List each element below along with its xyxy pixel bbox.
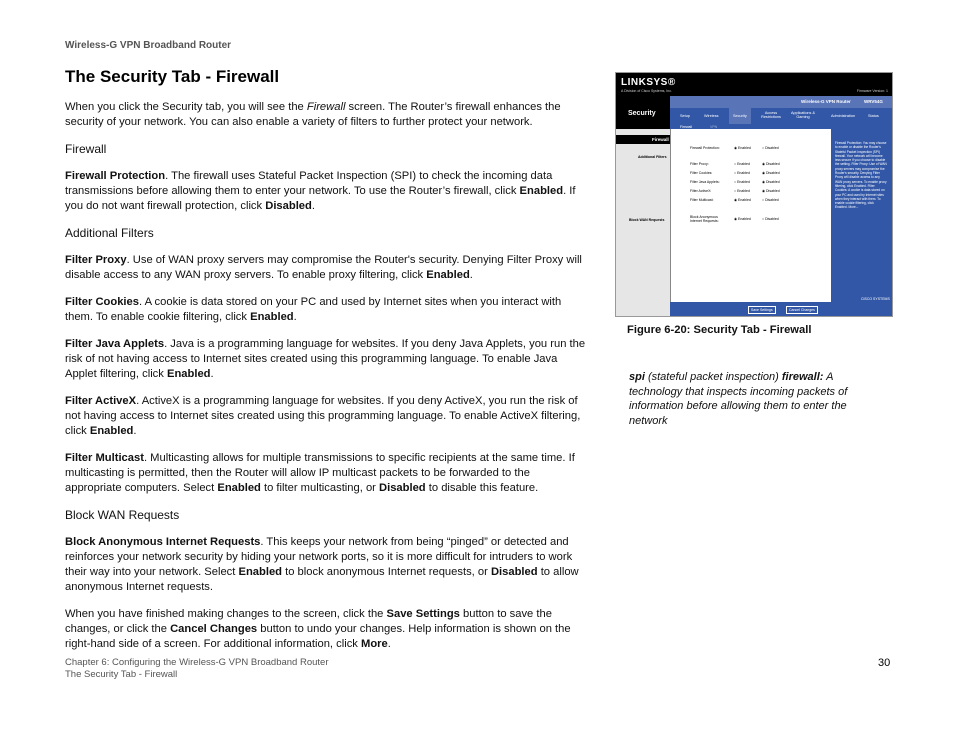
radio-enabled[interactable]: ◉ Enabled xyxy=(734,146,751,150)
filter-java-paragraph: Filter Java Applets. Java is a programming language for websites. If you deny Java Applets, you run the risk of not having access to Internet sites created using this programming language. To enable Java Applet filtering, click Enabled. xyxy=(65,338,586,380)
cancel-changes-button[interactable]: Cancel Changes xyxy=(786,306,818,314)
filter-activex-paragraph: Filter ActiveX. ActiveX is a programming language for websites. If you deny ActiveX, you run the risk of not having access to Internet sites created using this programming language. To enable ActiveX filtering, click Enabled. xyxy=(65,395,581,437)
tab-setup[interactable]: Setup xyxy=(680,114,690,118)
tab-applications-gaming[interactable]: Applications & Gaming xyxy=(790,111,816,119)
logo-subtitle: A Division of Cisco Systems, Inc. xyxy=(621,89,672,93)
radio-disabled[interactable]: ○ Disabled xyxy=(762,217,779,221)
filter-activex-label: Filter ActiveX: xyxy=(690,189,712,193)
cisco-logo: CISCO SYSTEMS xyxy=(861,297,890,301)
tab-security[interactable]: Security xyxy=(733,114,747,118)
tab-wireless[interactable]: Wireless xyxy=(704,114,719,118)
filter-multicast-paragraph: Filter Multicast. Multicasting allows for multiple transmissions to specific recipients at the same time. If multicasting is permitted, then the Router will allow IP multicast packets to be forwarded to the appropriate computers. Select Enabled to filter multicasting, or Disabled to disable this feature. xyxy=(65,452,575,494)
radio-disabled[interactable]: ○ Disabled xyxy=(762,198,779,202)
product-name: Wireless-G VPN Router xyxy=(801,99,851,104)
firewall-protection-label: Firewall Protection: xyxy=(690,146,720,150)
page-number: 30 xyxy=(878,657,891,669)
router-firewall-screenshot xyxy=(615,72,893,317)
page-title: The Security Tab - Firewall xyxy=(65,67,280,86)
filter-cookies-paragraph: Filter Cookies. A cookie is data stored on your PC and used by Internet sites when you interact with them. To enable cookie filtering, click Enabled. xyxy=(65,296,562,323)
firewall-subheading: Firewall xyxy=(65,142,107,156)
footer-section: The Security Tab - Firewall xyxy=(65,669,178,680)
radio-disabled[interactable]: ○ Disabled xyxy=(762,146,779,150)
radio-disabled[interactable]: ◉ Disabled xyxy=(762,180,780,184)
section-label: Security xyxy=(628,110,656,117)
additional-filters-label: Additional Filters xyxy=(638,155,667,159)
figure-caption: Figure 6-20: Security Tab - Firewall xyxy=(627,324,812,336)
radio-enabled[interactable]: ○ Enabled xyxy=(734,189,750,193)
block-anonymous-paragraph: Block Anonymous Internet Requests. This keeps your network from being “pinged” or detected and reinforces your network security by hiding your network ports, so it is more difficult for intruders to work their way into your network. Select Enabled to block anonymous Internet requests, or Disabled to allow anonymous Internet requests. xyxy=(65,536,579,593)
filter-proxy-paragraph: Filter Proxy. Use of WAN proxy servers may compromise the Router's security. Denying Filter Proxy will disable access to any WAN proxy servers. To enable proxy filtering, click Enabled. xyxy=(65,254,582,281)
firmware-version: Firmware Version: 1 xyxy=(856,89,888,93)
radio-enabled[interactable]: ◉ Enabled xyxy=(734,198,751,202)
intro-paragraph: When you click the Security tab, you will see the Firewall screen. The Router’s firewall enhances the security of your network. You can also enable a variety of filters to further protect your network. xyxy=(65,101,561,128)
save-instructions-paragraph: When you have finished making changes to the screen, click the Save Settings button to save the changes, or click the Cancel Changes button to undo your changes. Help information is shown on the right-hand side of a screen. For additional information, click More. xyxy=(65,608,571,650)
radio-disabled[interactable]: ◉ Disabled xyxy=(762,171,780,175)
subtab-vpn[interactable]: VPN xyxy=(710,125,718,129)
tab-access-restrictions[interactable]: Access Restrictions xyxy=(761,111,781,119)
save-settings-button[interactable]: Save Settings xyxy=(748,306,776,314)
additional-filters-subheading: Additional Filters xyxy=(65,226,154,240)
glossary-sidebar: spi (stateful packet inspection) firewall: A technology that inspects incoming packets of information before allowing them to enter the network xyxy=(629,371,848,427)
linksys-logo: LINKSYS® xyxy=(621,77,676,88)
radio-enabled[interactable]: ◉ Enabled xyxy=(734,217,751,221)
block-wan-subheading: Block WAN Requests xyxy=(65,508,180,522)
radio-disabled[interactable]: ◉ Disabled xyxy=(762,189,780,193)
model-number: WRV54G xyxy=(864,99,883,104)
tab-status[interactable]: Status xyxy=(868,114,879,118)
tab-administration[interactable]: Administration xyxy=(831,114,856,118)
help-panel-text: Firewall Protection: You may choose to enable or disable the Router's Stateful Packet Inspection (SPI) firewall. Your network will become less secure if you choose to disable the setting. Filter Proxy: Use of WAN proxy servers may compromise the Router's security. Denying Filter Proxy will disable access to any WAN proxy servers. To enable proxy filtering, click Enabled. Filter Cookies: A cookie is data stored on your PC and used by Internet sites when they interact with them. To enable cookie filtering, click Enabled. More... xyxy=(835,141,887,210)
subtab-firewall[interactable]: Firewall xyxy=(680,125,693,129)
filter-cookies-label: Filter Cookies: xyxy=(690,171,713,175)
filter-multicast-label: Filter Multicast: xyxy=(690,198,714,202)
radio-enabled[interactable]: ○ Enabled xyxy=(734,162,750,166)
block-wan-label: Block WAN Requests xyxy=(629,218,665,222)
running-header: Wireless-G VPN Broadband Router xyxy=(65,40,232,51)
radio-enabled[interactable]: ○ Enabled xyxy=(734,180,750,184)
filter-java-label: Filter Java Applets: xyxy=(690,180,720,184)
radio-disabled[interactable]: ◉ Disabled xyxy=(762,162,780,166)
main-text-column xyxy=(65,100,587,664)
block-anonymous-label: Block Anonymous Internet Requests: xyxy=(690,215,719,223)
footer-chapter: Chapter 6: Configuring the Wireless-G VPN Broadband Router xyxy=(65,657,329,668)
filter-proxy-label: Filter Proxy: xyxy=(690,162,709,166)
radio-enabled[interactable]: ○ Enabled xyxy=(734,171,750,175)
firewall-protection-paragraph: Firewall Protection. The firewall uses Stateful Packet Inspection (SPI) to check the incoming data transmissions before allowing them to enter your network. To use the Router’s firewall, click Enabled. If you do not want firewall protection, click Disabled. xyxy=(65,170,576,212)
firewall-section-title: Firewall xyxy=(652,137,669,142)
